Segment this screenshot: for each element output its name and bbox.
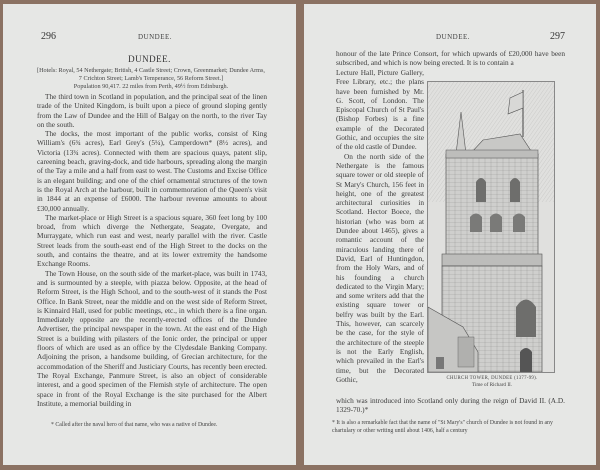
footnote: * It is also a remarkable fact that the name of "St Mary's" church of Dundee is not found in any chartulary or other writing until about 1406, half a century	[332, 420, 553, 434]
running-head: DUNDEE.	[138, 33, 173, 41]
caption-subtitle: Time of Richard II.	[471, 382, 513, 388]
body-text	[37, 92, 267, 408]
paragraph: The market-place or High Street is a spacious square, 360 feet long by 100 broad, from which diverge the Nethergate, Seagate, Overgate, and Murraygate, which run east and west, nearly parallel with the river. Castle Street leads from the south-east end of the High Street to the docks on the south, and contains the theatre, and at its lower extremity the handsome Exchange Rooms.	[37, 212, 267, 269]
right-page	[304, 4, 596, 465]
page-number: 297	[550, 31, 565, 42]
paragraph: Lecture Hall, Picture Gallery, Free Library, etc.; the plans have been furnished by Mr. G. Scott, of London. The Episcopal Church of St Paul's (Bishop Forbes) is a fine example of the Decorated Gothic, and occupies the site of the old castle of Dundee.	[336, 68, 424, 152]
page-number: 296	[41, 31, 56, 42]
church-tower-illustration-icon	[428, 82, 554, 372]
paragraph: The third town in Scotland in population, and the principal seat of the linen trade of the United Kingdom, is built upon a piece of ground sloping gently from the Law of Dundee and the Hill of Balgay on the north, to the river Tay on the south.	[37, 92, 267, 129]
church-tower-figure	[427, 81, 555, 373]
hotels-list	[37, 67, 265, 91]
top-text	[336, 49, 565, 68]
paragraph: honour of the late Prince Consort, for which upwards of £20,000 have been subscribed, and which is now being erected. It is to contain a	[336, 49, 565, 68]
column-text	[336, 68, 424, 384]
paragraph: On the north side of the Nethergate is the famous square tower or old steeple of St Mary's Church, 156 feet in height, one of the greatest architectural curiosities in Scotland. Hector Boece, the historian (who was born at Dundee about 1465), gives a romantic account of the miraculous landing there of David, Earl of Huntingdon, from the Holy Wars, and of his founding a church dedicated to the Virgin Mary; and some writers add that the existing square tower or belfry was built by the Earl. This, however, can scarcely be the case, for the style of the architecture of the steeple is not the Early English, which prevailed in the Earl's time, but the Decorated Gothic,	[336, 151, 424, 384]
figure-caption	[422, 375, 562, 389]
population-text: Population 90,417. 22 miles from Perth, 49½ from Edinburgh.	[73, 83, 229, 90]
paragraph: which was introduced into Scotland only during the reign of David II. (A.D. 1329-70.)*	[336, 396, 565, 415]
paragraph: The docks, the most important of the public works, consist of King William's (6¾ acres), Earl Grey's (5¼), Camperdown* (8½ acres), and Victoria (13¾ acres). Connected with them are spacious quays, patent slip, careening beach, graving-dock, and tide harbours, spreading along the margin of the Tay a mile and a half from east to west. The Customs and Excise Office is an elegant building; and one of the chief ornamental structures of the town is the Royal Arch at the harbour, built in commemoration of the Queen's visit in 1844 at an expense of £6000. The harbour revenue amounts to about £30,000 annually.	[37, 129, 267, 213]
running-head: DUNDEE.	[436, 33, 471, 41]
footnote: * Called after the naval hero of that name, who was a native of Dundee.	[51, 422, 218, 428]
bottom-text	[336, 396, 565, 415]
hotels-text: [Hotels: Royal, 54 Nethergate; British, 4 Castle Street; Crown, Greenmarket; Dundee Arms, 7 Crichton Street; Lamb's Temperance, 56 Reform Street.]	[37, 67, 265, 82]
section-title: DUNDEE.	[128, 54, 171, 64]
left-page	[3, 4, 296, 465]
caption-title: CHURCH TOWER, DUNDEE (1377-99).	[446, 376, 538, 381]
paragraph: The Town House, on the south side of the market-place, was built in 1743, and is surmounted by a steeple, with piazza below. Opposite, at the head of Reform Street, is the High School, and to the south-west of it stands the Post Office. In Bank Street, near the middle and on the west side of Reform Street, is Kinnaird Hall, used for public meetings, etc., in which there is a fine organ. Immediately opposite are the recently-erected offices of the Dundee Advertiser, the principal newspaper in the town. At the east end of the High Street is a building with pilasters of the Ionic order, the principal or upper floors of which are used as an office by the Clydesdale Banking Company. Adjoining the prison, a handsome building, of Grecian architecture, for the accommodation of the Sheriff and Justiciary Courts, has recently been erected. The Royal Exchange, Panmure Street, is also an object of considerable interest, and a good specimen of the Flemish style of architecture. The open space in front of the Royal Exchange is the site purchased for the Albert Institute, a memorial building in	[37, 268, 267, 408]
